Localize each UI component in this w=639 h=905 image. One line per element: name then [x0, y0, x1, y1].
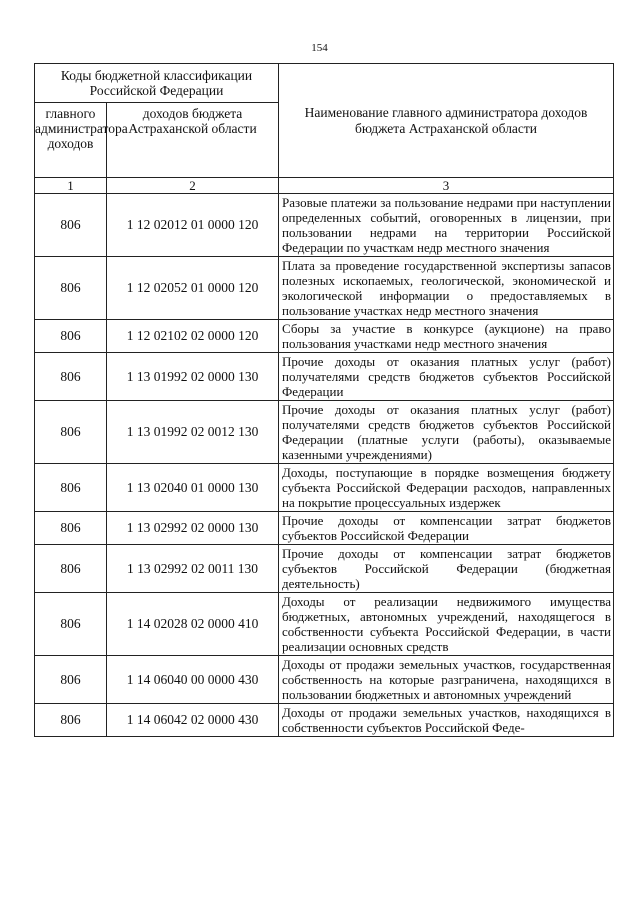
revenue-name-cell: Доходы, поступающие в порядке возмещения бюджету субъекта Российской Федерации расходов, направленных на покрытие процессуальных издержек: [279, 464, 614, 512]
column-number-1: 1: [35, 178, 107, 194]
table-row: [35, 320, 614, 353]
revenue-name-cell: Плата за проведение государственной экспертизы запасов полезных ископаемых, геологической, экономической и экологической информации о предоставляемых в пользование участках недр местного значения: [279, 257, 614, 320]
revenue-code-cell: 1 14 06042 02 0000 430: [107, 704, 279, 737]
revenue-code-cell: 1 13 01992 02 0000 130: [107, 353, 279, 401]
budget-classification-table: [34, 63, 614, 737]
admin-code-cell: 806: [35, 545, 107, 593]
admin-code-cell: 806: [35, 257, 107, 320]
revenue-name-cell: Прочие доходы от компенсации затрат бюджетов субъектов Российской Федерации: [279, 512, 614, 545]
revenue-code-cell: 1 14 06040 00 0000 430: [107, 656, 279, 704]
table-row: [35, 545, 614, 593]
header-budget-revenue: доходов бюджета Астраханской области: [107, 103, 279, 178]
table-row: [35, 464, 614, 512]
revenue-code-cell: 1 13 02992 02 0011 130: [107, 545, 279, 593]
revenue-code-cell: 1 14 02028 02 0000 410: [107, 593, 279, 656]
header-codes-group: Коды бюджетной классификации Российской Федерации: [35, 64, 279, 103]
revenue-code-cell: 1 13 02992 02 0000 130: [107, 512, 279, 545]
table-row: [35, 593, 614, 656]
table-row: [35, 401, 614, 464]
revenue-code-cell: 1 13 01992 02 0012 130: [107, 401, 279, 464]
revenue-name-cell: Доходы от продажи земельных участков, находящихся в собственности субъектов Российской Феде-: [279, 704, 614, 737]
admin-code-cell: 806: [35, 320, 107, 353]
admin-code-cell: 806: [35, 353, 107, 401]
revenue-name-cell: Разовые платежи за пользование недрами при наступлении определенных событий, оговоренных в лицензии, при пользовании недрами на территории Российской Федерации по участкам недр местного значения: [279, 194, 614, 257]
revenue-name-cell: Прочие доходы от оказания платных услуг (работ) получателями средств бюджетов субъектов Российской Федерации: [279, 353, 614, 401]
admin-code-cell: 806: [35, 656, 107, 704]
revenue-name-cell: Сборы за участие в конкурсе (аукционе) на право пользования участками недр местного значения: [279, 320, 614, 353]
revenue-code-cell: 1 12 02052 01 0000 120: [107, 257, 279, 320]
table-row: [35, 512, 614, 545]
table-row: [35, 257, 614, 320]
admin-code-cell: 806: [35, 194, 107, 257]
admin-code-cell: 806: [35, 704, 107, 737]
revenue-name-cell: Доходы от реализации недвижимого имущества бюджетных, автономных учреждений, находящегося в собственности субъекта Российской Федерации, в части реализации основных средств: [279, 593, 614, 656]
column-number-3: 3: [279, 178, 614, 194]
column-number-row: [35, 178, 614, 194]
table-row: [35, 704, 614, 737]
admin-code-cell: 806: [35, 593, 107, 656]
table-row: [35, 656, 614, 704]
admin-code-cell: 806: [35, 512, 107, 545]
column-number-2: 2: [107, 178, 279, 194]
revenue-name-cell: Доходы от продажи земельных участков, государственная собственность на которые разграничена, находящихся в пользовании бюджетных и автономных учреждений: [279, 656, 614, 704]
admin-code-cell: 806: [35, 464, 107, 512]
page-number: 154: [311, 42, 328, 54]
revenue-name-cell: Прочие доходы от компенсации затрат бюджетов субъектов Российской Федерации (бюджетная деятельность): [279, 545, 614, 593]
header-main-admin: главного администратора доходов: [35, 103, 107, 178]
table-row: [35, 353, 614, 401]
revenue-code-cell: 1 12 02102 02 0000 120: [107, 320, 279, 353]
revenue-code-cell: 1 13 02040 01 0000 130: [107, 464, 279, 512]
revenue-code-cell: 1 12 02012 01 0000 120: [107, 194, 279, 257]
header-row-top: [35, 64, 614, 103]
revenue-name-cell: Прочие доходы от оказания платных услуг (работ) получателями средств бюджетов субъектов Российской Федерации (платные услуги (работы), оказываемые казенными учреждениями): [279, 401, 614, 464]
admin-code-cell: 806: [35, 401, 107, 464]
header-admin-name: Наименование главного администратора доходов бюджета Астраханской области: [279, 64, 614, 178]
table-row: [35, 194, 614, 257]
